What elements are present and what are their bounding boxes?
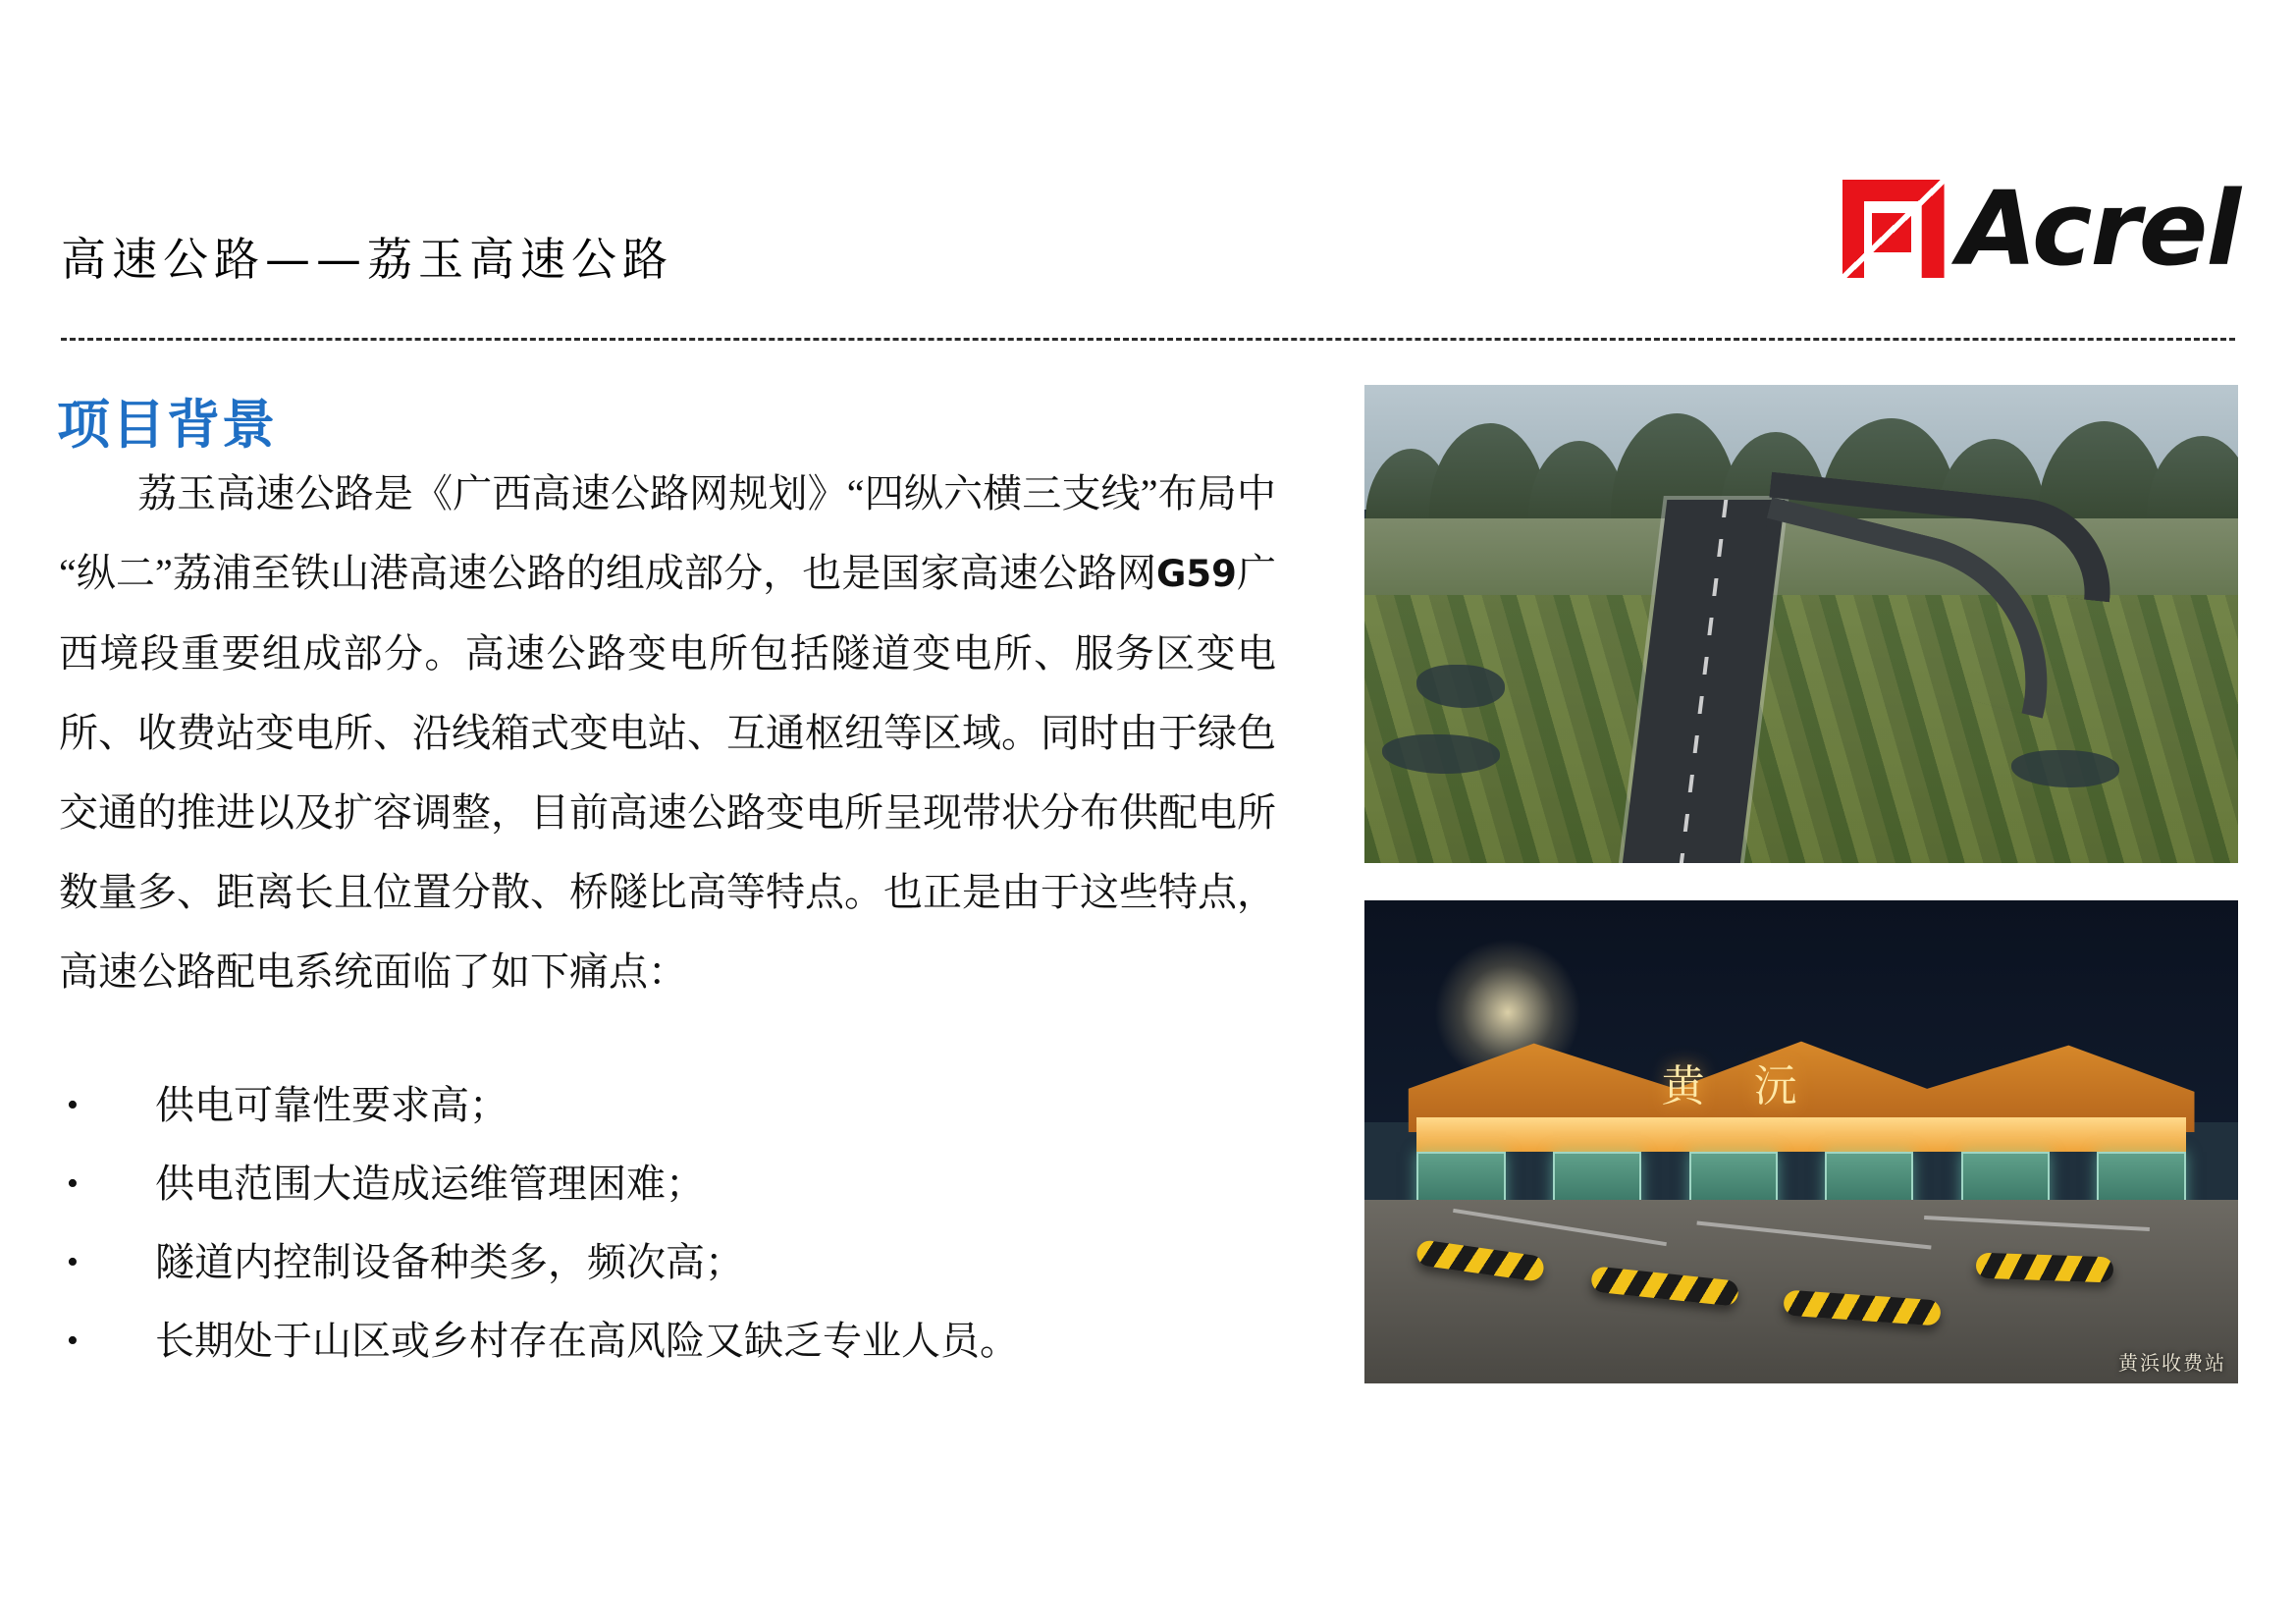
list-item-label: 供电范围大造成运维管理困难； (155, 1162, 705, 1206)
acrel-logo-text: Acrel (1957, 169, 2239, 289)
paragraph-part-2: 广西境段重要组成部分。高速公路变电所包括隧道变电所、服务区变电所、收费站变电所、沿线箱式变电站、互通枢纽等区域。同时由于绿色交通的推进以及扩容调整，目前高速公路变电所呈现带状分布供配电所数量多、距离长且位置分散、桥隧比高等特点。也正是由于这些特点，高速公路配电系统面临了如下痛点： (59, 551, 1276, 994)
list-item (59, 1316, 1296, 1367)
section-heading: 项目背景 (57, 394, 277, 456)
list-item (59, 1080, 1296, 1131)
pain-point-list (59, 1080, 1296, 1394)
bullet-marker-icon: • (67, 1165, 79, 1202)
list-item-label: 长期处于山区或乡村存在高风险又缺乏专业人员。 (155, 1319, 1019, 1363)
bullet-marker-icon: • (67, 1244, 79, 1280)
bullet-marker-icon: • (67, 1087, 79, 1123)
photo-watermark-caption: 黄浜收费站 (2118, 1351, 2226, 1375)
list-item-label: 供电可靠性要求高； (155, 1083, 508, 1127)
background-paragraph (59, 454, 1276, 1011)
list-item-label: 隧道内控制设备种类多，频次高； (155, 1240, 744, 1284)
paragraph-highlight-g59: G59 (1156, 553, 1237, 595)
aerial-highway-photo (1364, 385, 2238, 863)
photo-station-sign: 黄 沅 (1661, 1060, 1815, 1111)
paragraph-part-1: 荔玉高速公路是《广西高速公路网规划》“四纵六横三支线”布局中“纵二”荔浦至铁山港高速公路的组成部分，也是国家高速公路网 (59, 471, 1276, 595)
list-item (59, 1159, 1296, 1210)
page-title: 高速公路——荔玉高速公路 (61, 233, 673, 286)
header-divider (61, 338, 2235, 341)
list-item (59, 1237, 1296, 1288)
photo-ground (1364, 1200, 2238, 1383)
photo-canopy-light-band (1416, 1117, 2185, 1151)
night-toll-station-photo (1364, 900, 2238, 1383)
bullet-marker-icon: • (67, 1323, 79, 1359)
acrel-logo (1842, 169, 2239, 289)
acrel-logo-mark-icon (1842, 180, 1945, 278)
